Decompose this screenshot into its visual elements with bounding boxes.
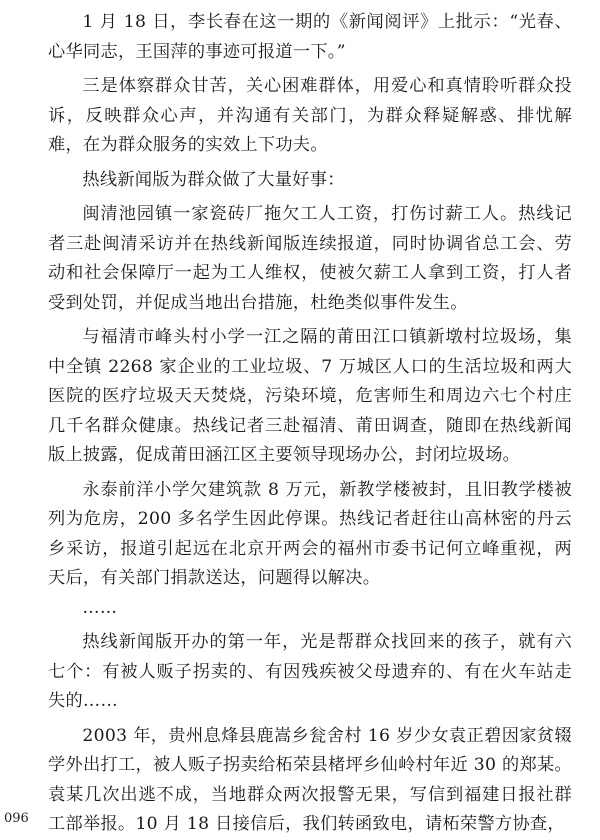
paragraph-garbage-case: 与福清市峰头村小学一江之隔的莆田江口镇新墩村垃圾场，集中全镇 2268 家企业的工业垃圾、7 万城区人口的生活垃圾和两大医院的医疗垃圾天天焚烧，污染环境，危害师生和周边六七个村庄几千名群众健康。热线记者三赴福清、莆田调查，随即在热线新闻版上披露，促成莆田涵江区主要领导现场办公，封闭垃圾场。	[48, 327, 572, 465]
paragraph-2003-case: 2003 年，贵州息烽县鹿嵩乡瓮舍村 16 岁少女袁正碧因家贫辍学外出打工，被人贩子拐卖给柘荣县楮坪乡仙岭村年近 30 的郑某。袁某几次出逃不成，当地群众两次报警无果，写信到福建日报社群工部举报。10 月 18 日接信后，我们转函致电，请柘荣警方协查，	[48, 725, 572, 834]
paragraph-instruction: 1 月 18 日，李长春在这一期的《新闻阅评》上批示：“光春、心华同志，王国萍的事迹可报道一下。”	[48, 12, 572, 62]
paragraph-yongtai-case: 永泰前洋小学欠建筑款 8 万元，新教学楼被封，且旧教学楼被列为危房，200 多名学生因此停课。热线记者赶往山高林密的丹云乡采访，报道引起远在北京开两会的福州市委书记何立峰重视，两天后，有关部门捐款送达，问题得以解决。	[48, 479, 572, 588]
page-number: 096	[4, 811, 29, 826]
paragraph-hotline-intro: 热线新闻版为群众做了大量好事：	[82, 169, 345, 190]
paragraph-ellipsis: ……	[82, 597, 118, 618]
paragraph-point-three: 三是体察群众甘苦，关心困难群体，用爱心和真情聆听群众投诉，反映群众心声，并沟通有关部门，为群众释疑解惑、排忧解难，在为群众服务的实效上下功夫。	[48, 76, 572, 155]
page-body	[48, 8, 572, 840]
paragraph-minqing-case: 闽清池园镇一家瓷砖厂拖欠工人工资，打伤讨薪工人。热线记者三赴闽清采访并在热线新闻版连续报道，同时协调省总工会、劳动和社会保障厅一起为工人维权，使被欠薪工人拿到工资，打人者受到处罚，并促成当地出台措施，杜绝类似事件发生。	[48, 204, 572, 313]
paragraph-children-found: 热线新闻版开办的第一年，光是帮群众找回来的孩子，就有六七个：有被人贩子拐卖的、有因残疾被父母遗弃的、有在火车站走失的……	[48, 632, 572, 711]
